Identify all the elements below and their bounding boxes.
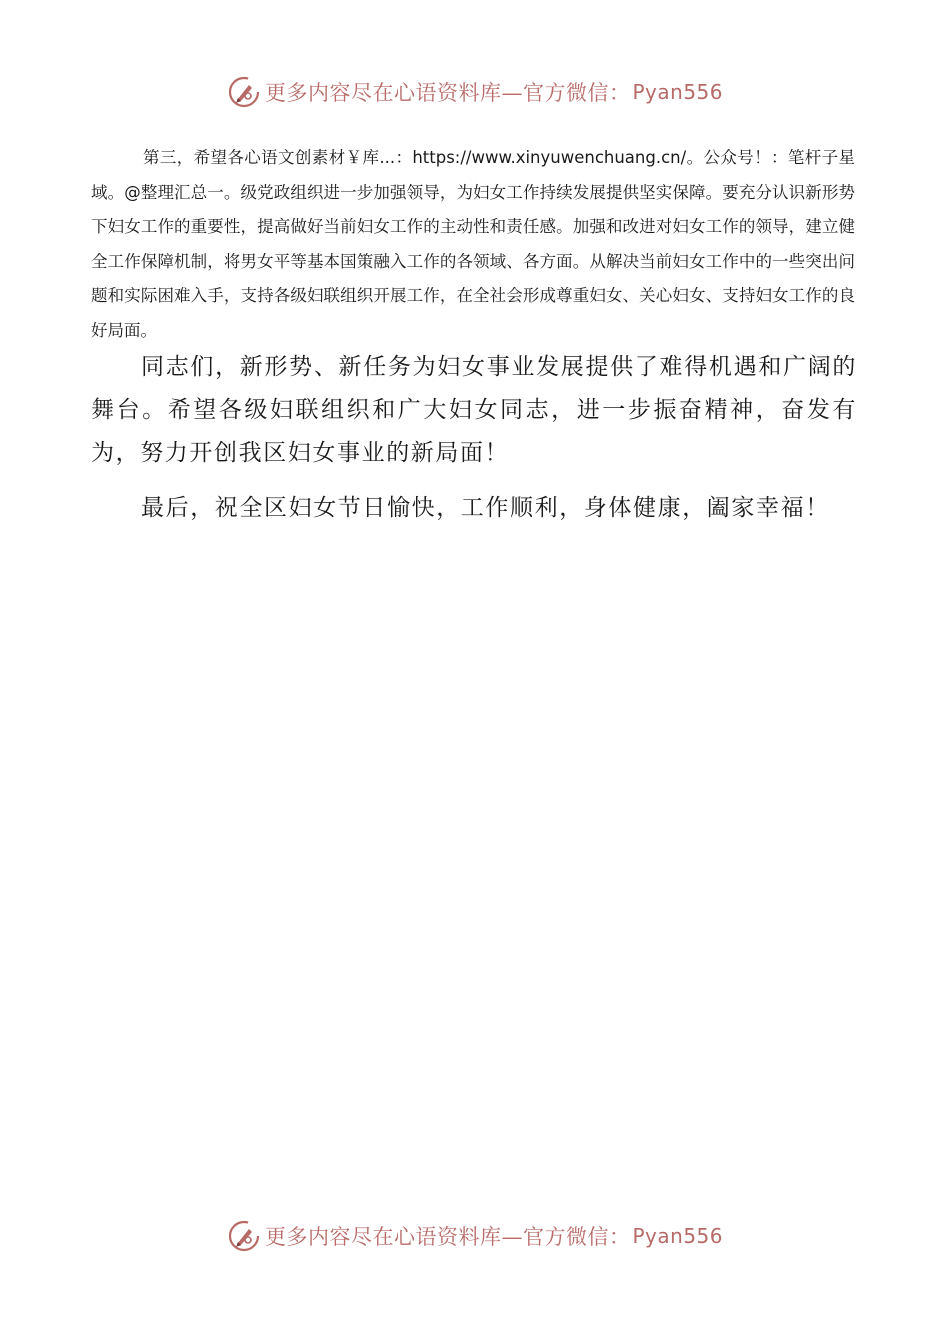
header-watermark — [0, 72, 950, 112]
pen-logo-icon — [227, 1219, 261, 1253]
body-paragraph-3: 最后，祝全区妇女节日愉快，工作顺利，身体健康，阖家幸福！ — [141, 495, 830, 521]
footer-watermark — [0, 1216, 950, 1256]
watermark-text: 更多内容尽在心语资料库—官方微信： — [264, 81, 631, 105]
watermark-handle: Pyan556 — [632, 80, 723, 104]
body-paragraph-2: 同志们，新形势、新任务为妇女事业发展提供了难得机遇和广阔的舞台。希望各级妇联组织和广大妇女同志，进一步振奋精神，奋发有为，努力开创我区妇女事业的新局面！ — [91, 354, 857, 466]
watermark-text: 更多内容尽在心语资料库—官方微信： — [264, 1225, 631, 1249]
watermark-handle: Pyan556 — [632, 1224, 723, 1248]
body-paragraph-1: 第三，希望各心语文创素材￥库...：https://www.xinyuwenchuang.cn/。公众号！：笔杆子星域。@整理汇总一。级党政组织进一步加强领导，为妇女工作持续发展提供坚实保障。要充分认识新形势下妇女工作的重要性，提高做好当前妇女工作的主动性和责任感。加强和改进对妇女工作的领导，建立健全工作保障机制，将男女平等基本国策融入工作的各领域、各方面。从解决当前妇女工作中的一些突出问题和实际困难入手，支持各级妇联组织开展工作，在全社会形成尊重妇女、关心妇女、支持妇女工作的良好局面。 — [91, 148, 855, 340]
pen-logo-icon — [227, 75, 261, 109]
